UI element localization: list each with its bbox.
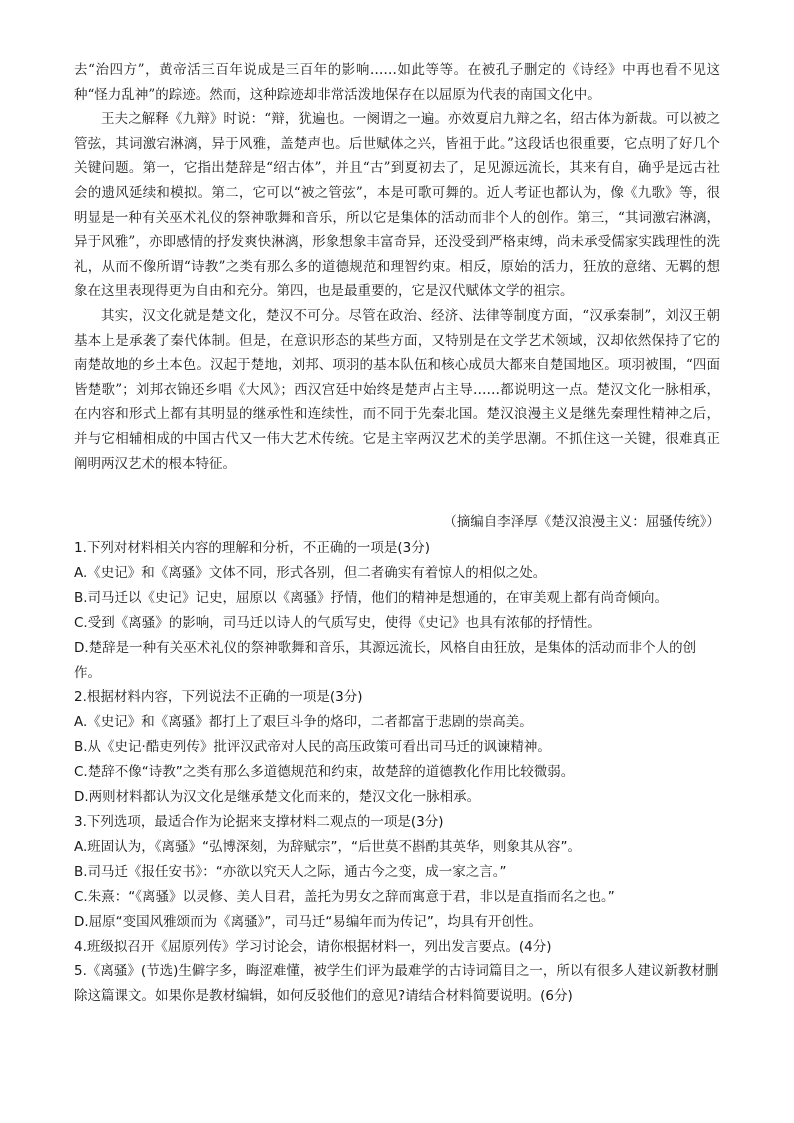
passage-paragraph-2: 王夫之解释《九辩》时说：“辩，犹遍也。一阕谓之一遍。亦效夏启九辩之名，绍古体为新裁。可以被之管弦，其词激宕淋漓，异于风雅，盖楚声也。后世赋体之兴，皆祖于此。”这段话也很重要，它点明了好几个关键问题。第一，它指出楚辞是“绍古体”，并且“古”到夏初去了，足见源远流长，其来有自，确乎是远古社会的遗风延续和模拟。第二，它可以“被之管弦”，本是可歌可舞的。近人考证也都认为，像《九歌》等，很明显是一种有关巫术礼仪的祭神歌舞和音乐，所以它是集体的活动而非个人的创作。第三，“其词激宕淋漓，异于风雅”，亦即感情的抒发爽快淋漓，形象想象丰富奇异，还没受到严格束缚，尚未承受儒家实践理性的洗礼，从而不像所谓“诗教”之类有那么多的道德规范和理智约束。相反，原始的活力，狂放的意绪、无羁的想象在这里表现得更为自由和充分。第四，也是最重要的，它是汉代赋体文学的祖宗。 — [74, 111, 720, 300]
option-b: B.从《史记·酷吏列传》批评汉武帝对人民的高压政策可看出司马迁的讽谏精神。 — [74, 739, 551, 756]
option-a: A.《史记》和《离骚》都打上了艰巨斗争的烙印，二者都富于悲剧的崇高美。 — [74, 714, 533, 731]
question-stem: 2.根据材料内容，下列说法不正确的一项是(3分) — [74, 689, 363, 706]
passage-paragraph-3: 其实，汉文化就是楚文化，楚汉不可分。尽管在政治、经济、法律等制度方面，“汉承秦制”，刘汉王朝基本上是承袭了秦代体制。但是，在意识形态的某些方面，又特别是在文学艺术领域，汉却依然保持了它的南楚故地的乡土本色。汉起于楚地，刘邦、项羽的基本队伍和核心成员大都来自楚国地区。项羽被围，“四面皆楚歌”；刘邦衣锦还乡唱《大风》；西汉宫廷中始终是楚声占主导……都说明这一点。楚汉文化一脉相承，在内容和形式上都有其明显的继承性和连续性，而不同于先秦北国。楚汉浪漫主义是继先秦理性精神之后，并与它相辅相成的中国古代又一伟大艺术传统。它是主宰两汉艺术的美学思潮。不抓住这一关键，很难真正阐明两汉艺术的根本特征。 — [74, 307, 720, 472]
option-d: D.两则材料都认为汉文化是继承楚文化而来的，楚汉文化一脉相承。 — [74, 789, 481, 806]
question-stem: 1.下列对材料相关内容的理解和分析，不正确的一项是(3分) — [74, 540, 431, 556]
option-b: B.司马迁以《史记》记史，屈原以《离骚》抒情，他们的精神是想通的，在审美观上都有尚奇倾向。 — [74, 589, 669, 606]
question-5 — [74, 959, 720, 1009]
option-c: C.受到《离骚》的影响，司马迁以诗人的气质写史，使得《史记》也具有浓郁的抒情性。 — [74, 614, 601, 631]
option-c: C.楚辞不像“诗教”之类有那么多道德规范和约束，故楚辞的道德教化作用比较微弱。 — [74, 764, 575, 781]
question-stem: 4.班级拟召开《屈原列传》学习讨论会，请你根据材料一，列出发言要点。(4分) — [74, 938, 552, 955]
question-4 — [74, 935, 720, 960]
passage-source: （摘编自李泽厚《楚汉浪漫主义：屈骚传统》） — [443, 514, 720, 530]
option-c: C.朱熹：“《离骚》以灵修、美人目君，盖托为男女之辞而寓意于君，非以是直指而名之也。” — [74, 888, 615, 905]
option-d: D.屈原“变国风雅颂而为《离骚》”，司马迁“易编年而为传记”，均具有开创性。 — [74, 913, 542, 930]
question-3 — [74, 810, 720, 935]
question-1 — [74, 536, 720, 685]
question-list — [74, 536, 720, 1009]
option-a: A.班固认为，《离骚》“弘博深刻，为辞赋宗”，“后世莫不斟酌其英华，则象其从容”。 — [74, 838, 582, 855]
question-stem: 3.下列选项，最适合作为论据来支撑材料二观点的一项是(3分) — [74, 813, 444, 830]
option-d: D.楚辞是一种有关巫术礼仪的祭神歌舞和音乐，其源远流长，风格自由狂放，是集体的活动而非个人的创作。 — [74, 639, 697, 681]
reading-passage — [74, 58, 720, 476]
option-b: B.司马迁《报任安书》：“亦欲以究天人之际，通古今之变，成一家之言。” — [74, 863, 507, 880]
passage-paragraph-1: 去“治四方”，黄帝活三百年说成是三百年的影响……如此等等。在被孔子删定的《诗经》中再也看不见这种“怪力乱神”的踪迹。然而，这种踪迹却非常活泼地保存在以屈原为代表的南国文化中。 — [74, 62, 720, 103]
question-2 — [74, 685, 720, 810]
question-stem: 5.《离骚》(节选)生僻字多，晦涩难懂，被学生们评为最难学的古诗词篇目之一，所以有很多人建议新教材删除这篇课文。如果你是教材编辑，如何反驳他们的意见?请结合材料简要说明。(6分) — [74, 963, 719, 1005]
option-a: A.《史记》和《离骚》文体不同，形式各别，但二者确实有着惊人的相似之处。 — [74, 564, 547, 581]
